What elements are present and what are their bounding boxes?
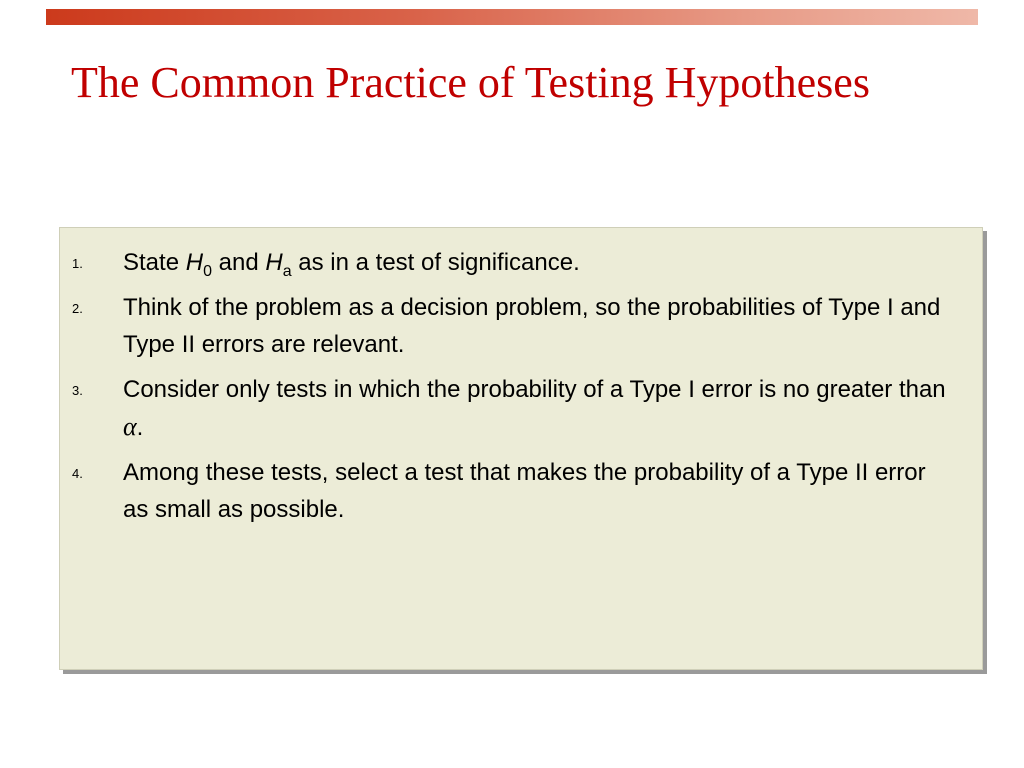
step-text: Consider only tests in which the probability of a Type I error is no greater than bbox=[123, 376, 946, 403]
h-null-subscript: 0 bbox=[203, 263, 212, 280]
step-text: Among these tests, select a test that makes the probability of a Type II error as small as possible. bbox=[123, 459, 926, 523]
step-text: Think of the problem as a decision problem, so the probabilities of Type I and Type II errors are relevant. bbox=[123, 294, 941, 358]
step-text-state: State bbox=[123, 249, 180, 276]
step-item-1 bbox=[60, 244, 982, 281]
step-number: 2. bbox=[72, 301, 83, 316]
content-box bbox=[59, 227, 983, 670]
step-item-3 bbox=[60, 371, 982, 446]
step-number: 1. bbox=[72, 256, 83, 271]
h-alt-symbol: H bbox=[265, 249, 283, 276]
step-text-and: and bbox=[218, 249, 259, 276]
step-item-4 bbox=[60, 454, 982, 528]
h-null-symbol: H bbox=[185, 249, 204, 276]
alpha-symbol: α bbox=[123, 412, 137, 441]
h-alt-subscript: a bbox=[282, 263, 292, 280]
top-accent-bar bbox=[46, 9, 978, 25]
step-text-rest: as in a test of significance. bbox=[298, 249, 580, 276]
slide-title: The Common Practice of Testing Hypotheses bbox=[71, 58, 870, 107]
step-number: 4. bbox=[72, 466, 83, 481]
step-text-period: . bbox=[136, 414, 144, 441]
step-item-2 bbox=[60, 289, 982, 363]
steps-list bbox=[60, 244, 982, 536]
step-number: 3. bbox=[72, 383, 83, 398]
